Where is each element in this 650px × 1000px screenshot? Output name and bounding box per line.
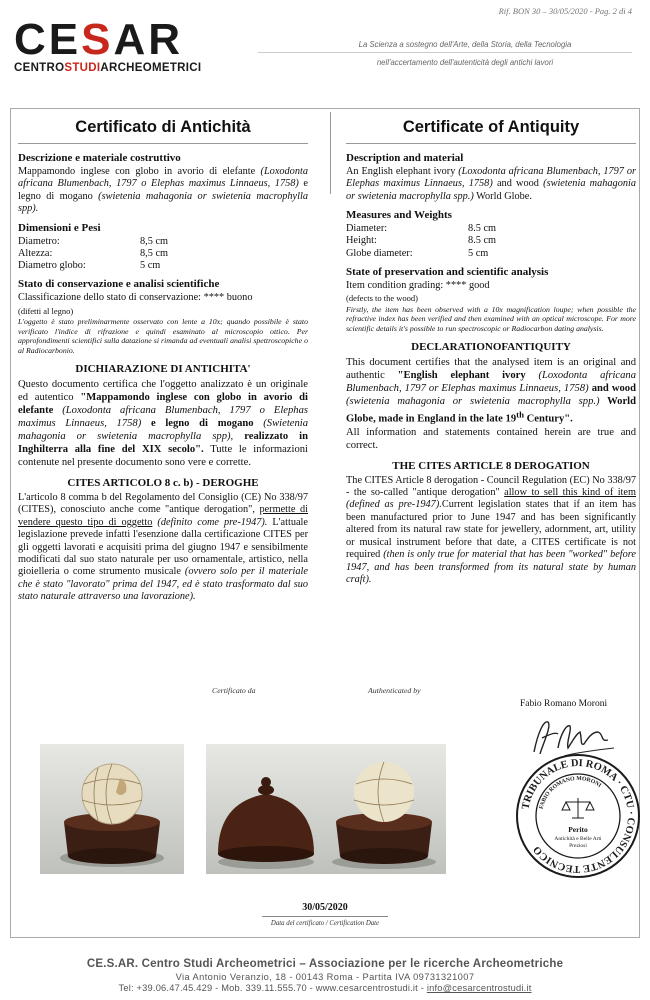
declaration-heading-it: DICHIARAZIONE DI ANTICHITA' (75, 363, 251, 376)
globe-photo (40, 744, 184, 874)
condition-defects-it: (difetti al legno) (18, 305, 74, 316)
column-divider (330, 112, 331, 194)
description-section-it (18, 152, 308, 216)
description-text-en: An English elephant ivory (Loxodonta africana Blumenbach, 1797 or Elephas maximus Linnaeus, 1758) and wood (swietenia mahagonia or swietenia macrophylla spp.) World Globe. (346, 166, 637, 202)
footer (0, 958, 650, 993)
description-heading-it: Descrizione e materiale costruttivo (18, 152, 181, 164)
svg-text:TRIBUNALE DI ROMA · CTU · CONS: TRIBUNALE DI ROMA · CTU · CONSULENTE TECNICO (520, 757, 637, 875)
dimension-row: Diameter: 8.5 cm (346, 223, 497, 235)
certificate-title-en: Certificate of Antiquity (346, 114, 636, 144)
tagline-line-1: La Scienza a sostegno dell'Arte, della Storia, della Tecnologia (358, 40, 572, 49)
description-section-en (346, 152, 636, 203)
dimensions-heading-en: Measures and Weights (346, 209, 452, 222)
footer-address: Via Antonio Veranzio, 18 - 00143 Roma - Partita IVA 09731321007 (175, 972, 475, 982)
condition-section-it (18, 278, 308, 355)
dimensions-list-it (18, 236, 308, 273)
declaration-truth-en: All information and statements contained herein are true and correct. (346, 426, 636, 451)
cites-heading-en: THE CITES ARTICLE 8 DEROGATION (392, 459, 590, 472)
svg-text:FABIO ROMANO MORONI: FABIO ROMANO MORONI (538, 775, 603, 810)
certification-date-label: Data del certificato / Certification Date (270, 920, 380, 927)
footer-association: CE.S.AR. Centro Studi Archeometrici – Associazione per le ricerche Archeometriche (86, 958, 564, 970)
cites-text-it: L'articolo 8 comma b del Regolamento del Consiglio (CE) No 338/97 (CITES), conosciuto anche come "antique derogation", permette di vendere questo tipo di oggetto (definito come pre-1947). L'attuale legislazione prevede infatti l'esenzione dalla certificazione CITES per gli oggetti lavorati e acquisiti prima del giugno 1947 e sensibilmente modificati dal suo stato naturale per uso ornamentale, artistico, nella gioielleria o come strumento musicale (ovvero solo per il materiale che è stato "lavorato" prima del 1947, ed è stato trasformato dal suo stato naturale attraverso una lavorazione). (18, 492, 308, 603)
svg-text:Perito: Perito (568, 825, 588, 834)
declaration-text-en: This document certifies that the analysed item is an original and authentic "English elephant ivory (Loxodonta africana Blumenbach, 1797 or Elephas maximus Linnaeus, 1758) and wood (swietenia mahagonia or swietenia macrophylla spp.) World Globe, made in England in the late 19th Century". (346, 357, 636, 425)
cites-heading-it: CITES ARTICOLO 8 c. b) - DEROGHE (67, 477, 259, 490)
dimension-row: Height: 8.5 cm (346, 235, 497, 247)
certification-date: 30/05/2020 (302, 902, 348, 913)
analysis-note-it: L'oggetto è stato preliminarmente osservato con lente a 10x; quando possibile è stato verificato l'indice di rifrazione e quindi esaminato al microscopio ottico. Per approfondimenti scientifici sulla datazione si rimanda ad eventuali analisi spettroscopiche o al Radiocarbonio. (18, 317, 308, 355)
condition-grade-en: Item condition grading: **** good (346, 279, 490, 291)
dimensions-list-en (346, 223, 636, 260)
certificate-title-it: Certificato di Antichità (18, 114, 308, 144)
dimension-row: Altezza: 8,5 cm (18, 247, 169, 259)
tribunal-stamp (514, 752, 642, 880)
logo-subtitle: CENTROSTUDIARCHEOMETRICI (14, 62, 202, 74)
dimensions-heading-it: Dimensioni e Pesi (18, 221, 101, 234)
dimension-row: Globe diameter: 5 cm (346, 247, 489, 259)
reference-number: Rif. BON 30 – 30/05/2020 - Pag. 2 di 4 (498, 6, 632, 16)
logo-wordmark: CESAR (14, 15, 184, 64)
declaration-heading-en: DECLARATIONOFANTIQUITY (411, 341, 571, 354)
description-heading-en: Description and material (346, 152, 464, 164)
email-link[interactable]: info@cesarcentrostudi.it (426, 983, 532, 993)
condition-defects-en: (defects to the wood) (346, 293, 418, 304)
scales-icon (562, 798, 594, 818)
english-column (346, 114, 636, 586)
cites-text-en: The CITES Article 8 derogation - Council Regulation (EC) No 338/97 - the so-called "antique derogation" allow to sell this kind of item (defined as pre-1947).Current legislation states that if an item has been manufactured prior to June 1947 and has been significantly altered from its natural raw state for jewellery, adornment, art, utility or musical instrument before that date, a CITES certificate is not required (then is only true for material that has been "worked" before 1947, and has been transformed from its natural state by human craft). (346, 474, 636, 585)
dimension-row: Diametro globo: 5 cm (18, 260, 161, 272)
condition-grade-it: Classificazione dello stato di conservazione: **** buono (18, 292, 253, 304)
certified-by-label: Certificato da (212, 686, 256, 695)
svg-text:Antichità e Belle Arti: Antichità e Belle Arti (554, 836, 602, 842)
dimensions-section-en (346, 209, 636, 260)
svg-text:Preziosi: Preziosi (569, 843, 587, 849)
analysis-note-en: Firstly, the item has been observed with a 10x magnification loupe; when possible the refractive index has been verified and then examined with an optical microscope. For more scientific details it's possible to run spectroscopic or Radiocarbon dating analysis. (346, 304, 636, 333)
description-text-it: Mappamondo inglese con globo in avorio di elefante (Loxodonta africana Blumenbach, 1797 o Elephas maximus Linnaeus, 1758) e legno di mogano (swietenia mahagonia or swietenia macrophylla spp). (18, 166, 308, 215)
dimensions-section-it (18, 222, 308, 273)
condition-section-en (346, 266, 636, 333)
globe-box-photo (206, 744, 446, 874)
condition-heading-it: Stato di conservazione e analisi scientifiche (18, 278, 220, 291)
footer-contacts: Tel: +39.06.47.45.429 - Mob. 339.11.555.70 - www.cesarcentrostudi.it - info@cesarcentrostudi.it (118, 983, 532, 993)
italian-column (18, 114, 308, 604)
header-divider (258, 52, 632, 53)
tagline-line-2: nell'accertamento dell'autenticità degli antichi lavori (376, 58, 554, 67)
cesar-logo (14, 15, 254, 74)
authenticated-by-label: Authenticated by (368, 686, 421, 695)
expert-name: Fabio Romano Moroni (520, 699, 608, 709)
dimension-row: Diametro: 8,5 cm (18, 235, 169, 247)
condition-heading-en: State of preservation and scientific analysis (346, 265, 549, 278)
declaration-text-it: Questo documento certifica che l'oggetto analizzato è un originale ed autentico "Mappamondo inglese con globo in avorio di elefante (Loxodonta africana Blumenbach, 1797 o Elephas maximus Linnaeus, 1758) e legno di mogano (Swietenia mahagonia or swietenia macrophylla spp), realizzato in Inghilterra alla fine del XIX secolo". Tutte le informazioni contenute nel presente documento sono vere e corrette. (18, 379, 309, 469)
date-underline (262, 916, 388, 917)
